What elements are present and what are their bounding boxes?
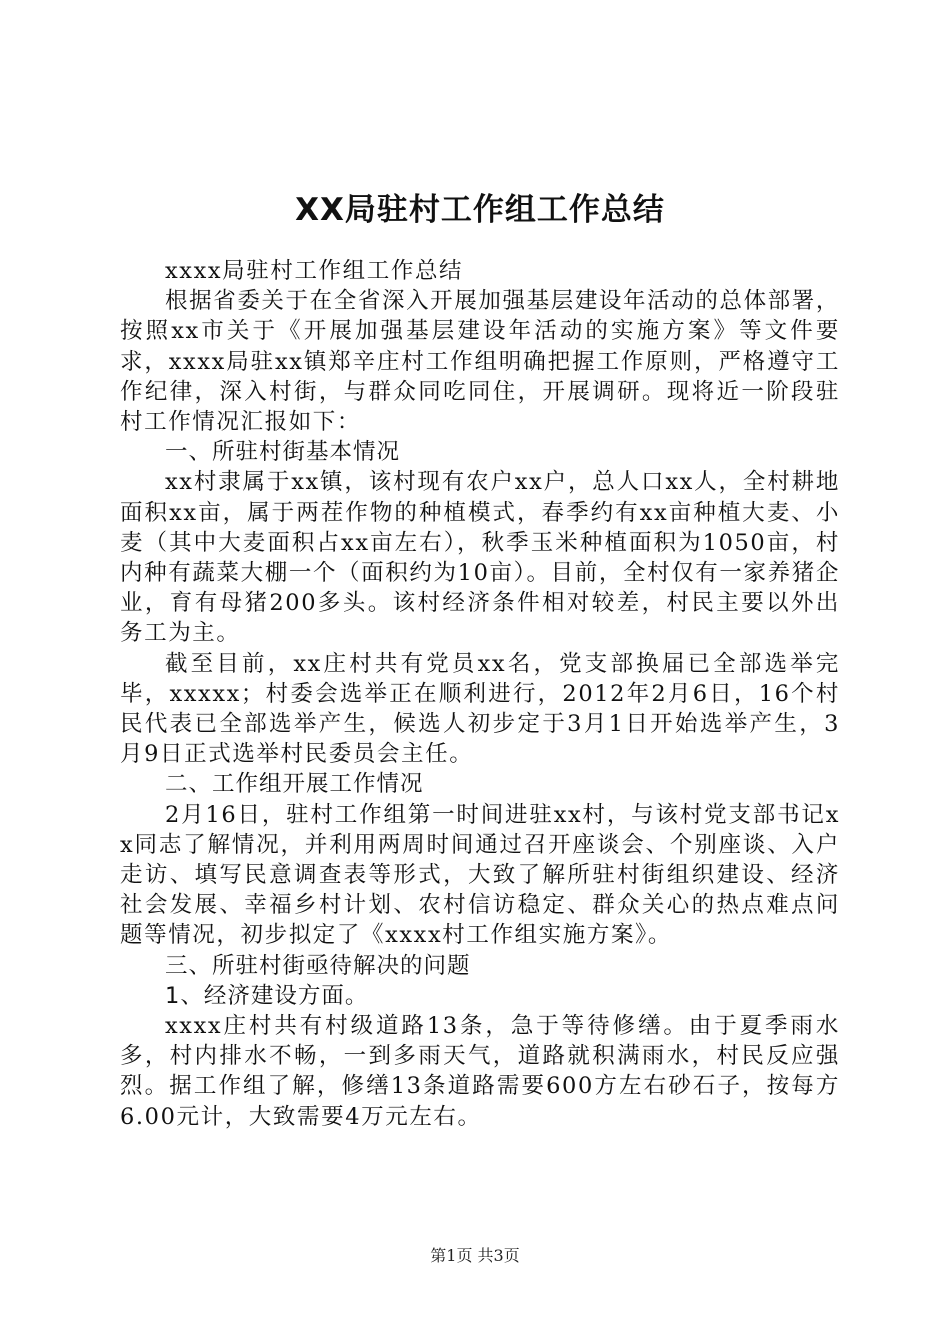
document-page [120,180,840,1132]
subtitle-paragraph: xxxx局驻村工作组工作总结 [165,258,464,284]
work-progress-paragraph: 2月16日，驻村工作组第一时间进驻xx村，与该村党支部书记xx同志了解情况，并利用两周时间通过召开座谈会、个别座谈、入户走访、填写民意调查表等形式，大致了解所驻村街组织建设、经济社会发展、幸福乡村计划、农村信访稳定、群众关心的热点难点问题等情况，初步拟定了《xxxx村工作组实施方案》。 [120,801,840,949]
section-heading-1: 一、所驻村街基本情况 [165,439,401,466]
roads-paragraph: xxxx庄村共有村级道路13条，急于等待修缮。由于夏季雨水多，村内排水不畅，一到多雨天气，道路就积满雨水，村民反应强烈。据工作组了解，修缮13条道路需要600方左右砂石子，按每方6.00元计，大致需要4万元左右。 [120,1013,840,1130]
section-heading-3: 三、所驻村街亟待解决的问题 [165,952,471,979]
party-members-paragraph: 截至目前，xx庄村共有党员xx名，党支部换届已全部选举完毕，xxxxx；村委会选举正在顺利进行，2012年2月6日，16个村民代表已全部选举产生，候选人初步定于3月1日开始选举产生，3月9日正式选举村民委员会主任。 [120,650,840,768]
page-footer: 第1页 共3页 [430,1246,520,1265]
intro-paragraph: 根据省委关于在全省深入开展加强基层建设年活动的总体部署，按照xx市关于《开展加强基层建设年活动的实施方案》等文件要求，xxxx局驻xx镇郑辛庄村工作组明确把握工作原则，严格遵守工作纪律，深入村街，与群众同吃同住，开展调研。现将近一阶段驻村工作情况汇报如下： [120,288,840,436]
section-heading-2: 二、工作组开展工作情况 [165,771,424,798]
basic-info-paragraph: xx村隶属于xx镇，该村现有农户xx户，总人口xx人，全村耕地面积xx亩，属于两茬作物的种植模式，春季约有xx亩种植大麦、小麦（其中大麦面积占xx亩左右），秋季玉米种植面积为1050亩，村内种有蔬菜大棚一个（面积约为10亩）。目前，全村仅有一家养猪企业，育有母猪200多头。该村经济条件相对较差，村民主要以外出务工为主。 [120,469,840,647]
subsection-heading-1: 1、经济建设方面。 [165,982,369,1009]
document-title: XX局驻村工作组工作总结 [295,192,665,228]
